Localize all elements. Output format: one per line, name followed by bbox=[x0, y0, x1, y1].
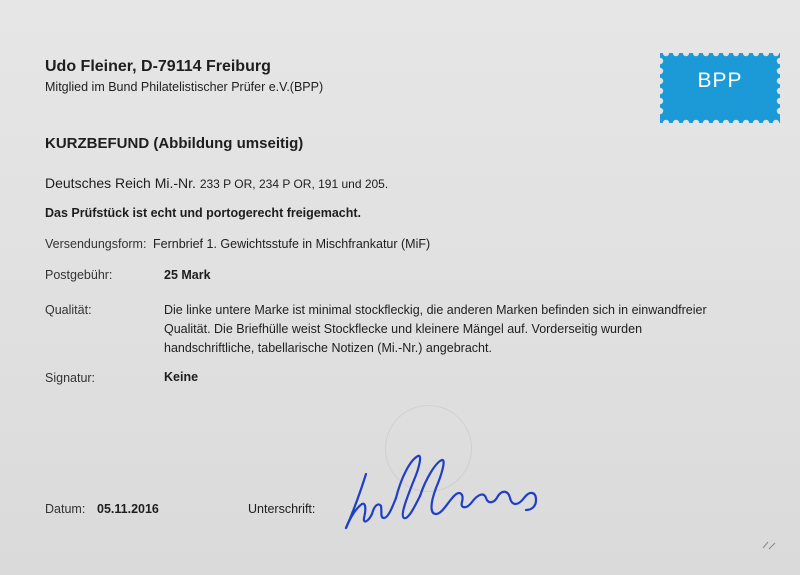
signature-label: Signatur: bbox=[45, 371, 96, 385]
date-value: 05.11.2016 bbox=[97, 502, 159, 516]
report-heading: KURZBEFUND (Abbildung umseitig) bbox=[45, 135, 304, 152]
postage-value: 25 Mark bbox=[164, 268, 211, 282]
date-label: Datum: bbox=[45, 502, 86, 516]
subject-line bbox=[45, 175, 388, 191]
logo-text: BPP bbox=[697, 69, 743, 92]
postage-label: Postgebühr: bbox=[45, 268, 113, 282]
subject-numbers: 233 P OR, 234 P OR, 191 und 205. bbox=[199, 177, 389, 191]
signature-value: Keine bbox=[164, 370, 199, 384]
shipping-value: Fernbrief 1. Gewichtsstufe in Mischfrankatur (MiF) bbox=[153, 237, 431, 251]
subject-country: Deutsches Reich Mi.-Nr. bbox=[45, 175, 196, 191]
verdict-text: Das Prüfstück ist echt und portogerecht freigemacht. bbox=[45, 206, 362, 220]
pencil-mark bbox=[760, 538, 780, 552]
shipping-label: Versendungsform: bbox=[45, 237, 147, 251]
sender-membership: Mitglied im Bund Philatelistischer Prüfer e.V.(BPP) bbox=[45, 80, 324, 94]
quality-value: Die linke untere Marke ist minimal stockfleckig, die anderen Marken befinden sich in einwandfreier Qualität. Die Briefhülle weist Stockflecke und kleinere Mängel auf. Vorderseitig wurden handschriftliche, tabellarische Notizen (Mi.-Nr.) angebracht. bbox=[164, 303, 707, 355]
stamp-perforation-logo bbox=[660, 53, 780, 123]
handwritten-signature bbox=[338, 448, 558, 538]
signature-field-label: Unterschrift: bbox=[248, 502, 316, 516]
sender-name: Udo Fleiner, D-79114 Freiburg bbox=[45, 58, 271, 75]
quality-label: Qualität: bbox=[45, 303, 92, 317]
